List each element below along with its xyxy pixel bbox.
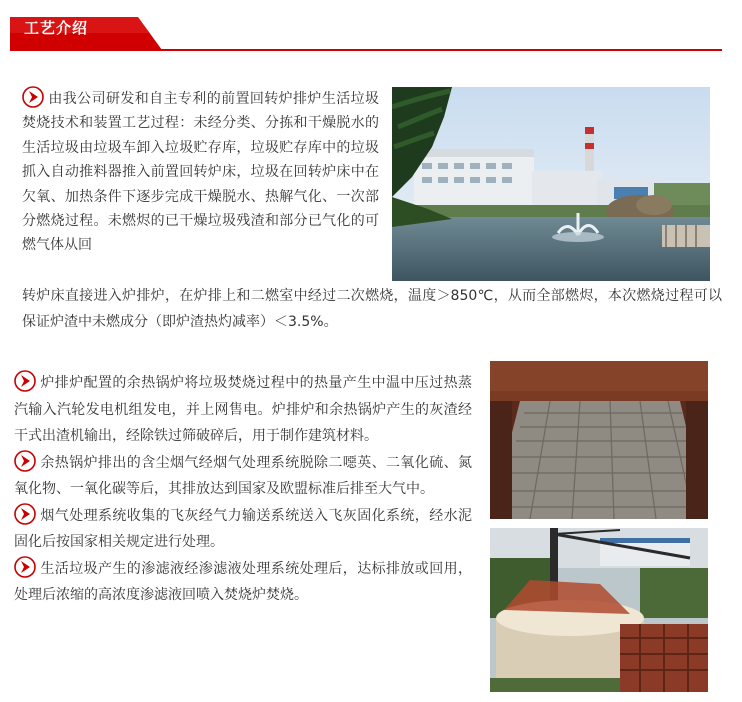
red-arrow-bullet-icon [22, 86, 44, 108]
intro-paragraph [22, 86, 379, 258]
red-arrow-bullet-icon [14, 556, 36, 578]
construction-site-photo [490, 528, 708, 692]
list-item: 炉排炉配置的余热锅炉将垃圾焚烧过程中的热量产生中温中压过热蒸汽输入汽轮发电机组发电，并上网售电。炉排炉和余热锅炉产生的灰渣经干式出渣机输出，经除铁过筛破碎后，用于制作建筑材料。 [14, 370, 472, 450]
section-header [0, 0, 742, 60]
list-item: 余热锅炉排出的含尘烟气经烟气处理系统脱除二噁英、二氧化硫、氮氧化物、一氧化碳等后，其排放达到国家及欧盟标准后排至大气中。 [14, 450, 472, 503]
header-underline [10, 49, 722, 51]
red-arrow-bullet-icon [14, 370, 36, 392]
page-title: 工艺介绍 [24, 19, 89, 37]
intro-text-wrapped: 由我公司研发和自主专利的前置回转炉排炉生活垃圾焚烧技术和装置工艺过程：未经分类、分拣和干燥脱水的生活垃圾由垃圾车卸入垃圾贮存库，垃圾贮存库中的垃圾抓入自动推料器推入前置回转炉床，垃圾在回转炉床中在欠氧、加热条件下逐步完成干燥脱水、热解气化、一次部分燃烧过程。未燃烬的已干燥垃圾残渣和部分已气化的可燃气体从回 [22, 91, 379, 254]
red-arrow-bullet-icon [14, 450, 36, 472]
list-item: 生活垃圾产生的渗滤液经渗滤液处理系统处理后，达标排放或回用，处理后浓缩的高浓度渗滤液回喷入焚烧炉焚烧。 [14, 556, 472, 609]
list-item: 烟气处理系统收集的飞灰经气力输送系统送入飞灰固化系统，经水泥固化后按国家相关规定进行处理。 [14, 503, 472, 556]
red-arrow-bullet-icon [14, 503, 36, 525]
intro-paragraph-continued: 转炉床直接进入炉排炉，在炉排上和二燃室中经过二次燃烧，温度＞850℃，从而全部燃烬，本次燃烧过程可以保证炉渣中未燃成分（即炉渣热灼减率）＜3.5%。 [22, 288, 722, 330]
furnace-grate-photo [490, 361, 708, 519]
process-list [14, 370, 472, 609]
plant-exterior-photo [392, 87, 710, 281]
